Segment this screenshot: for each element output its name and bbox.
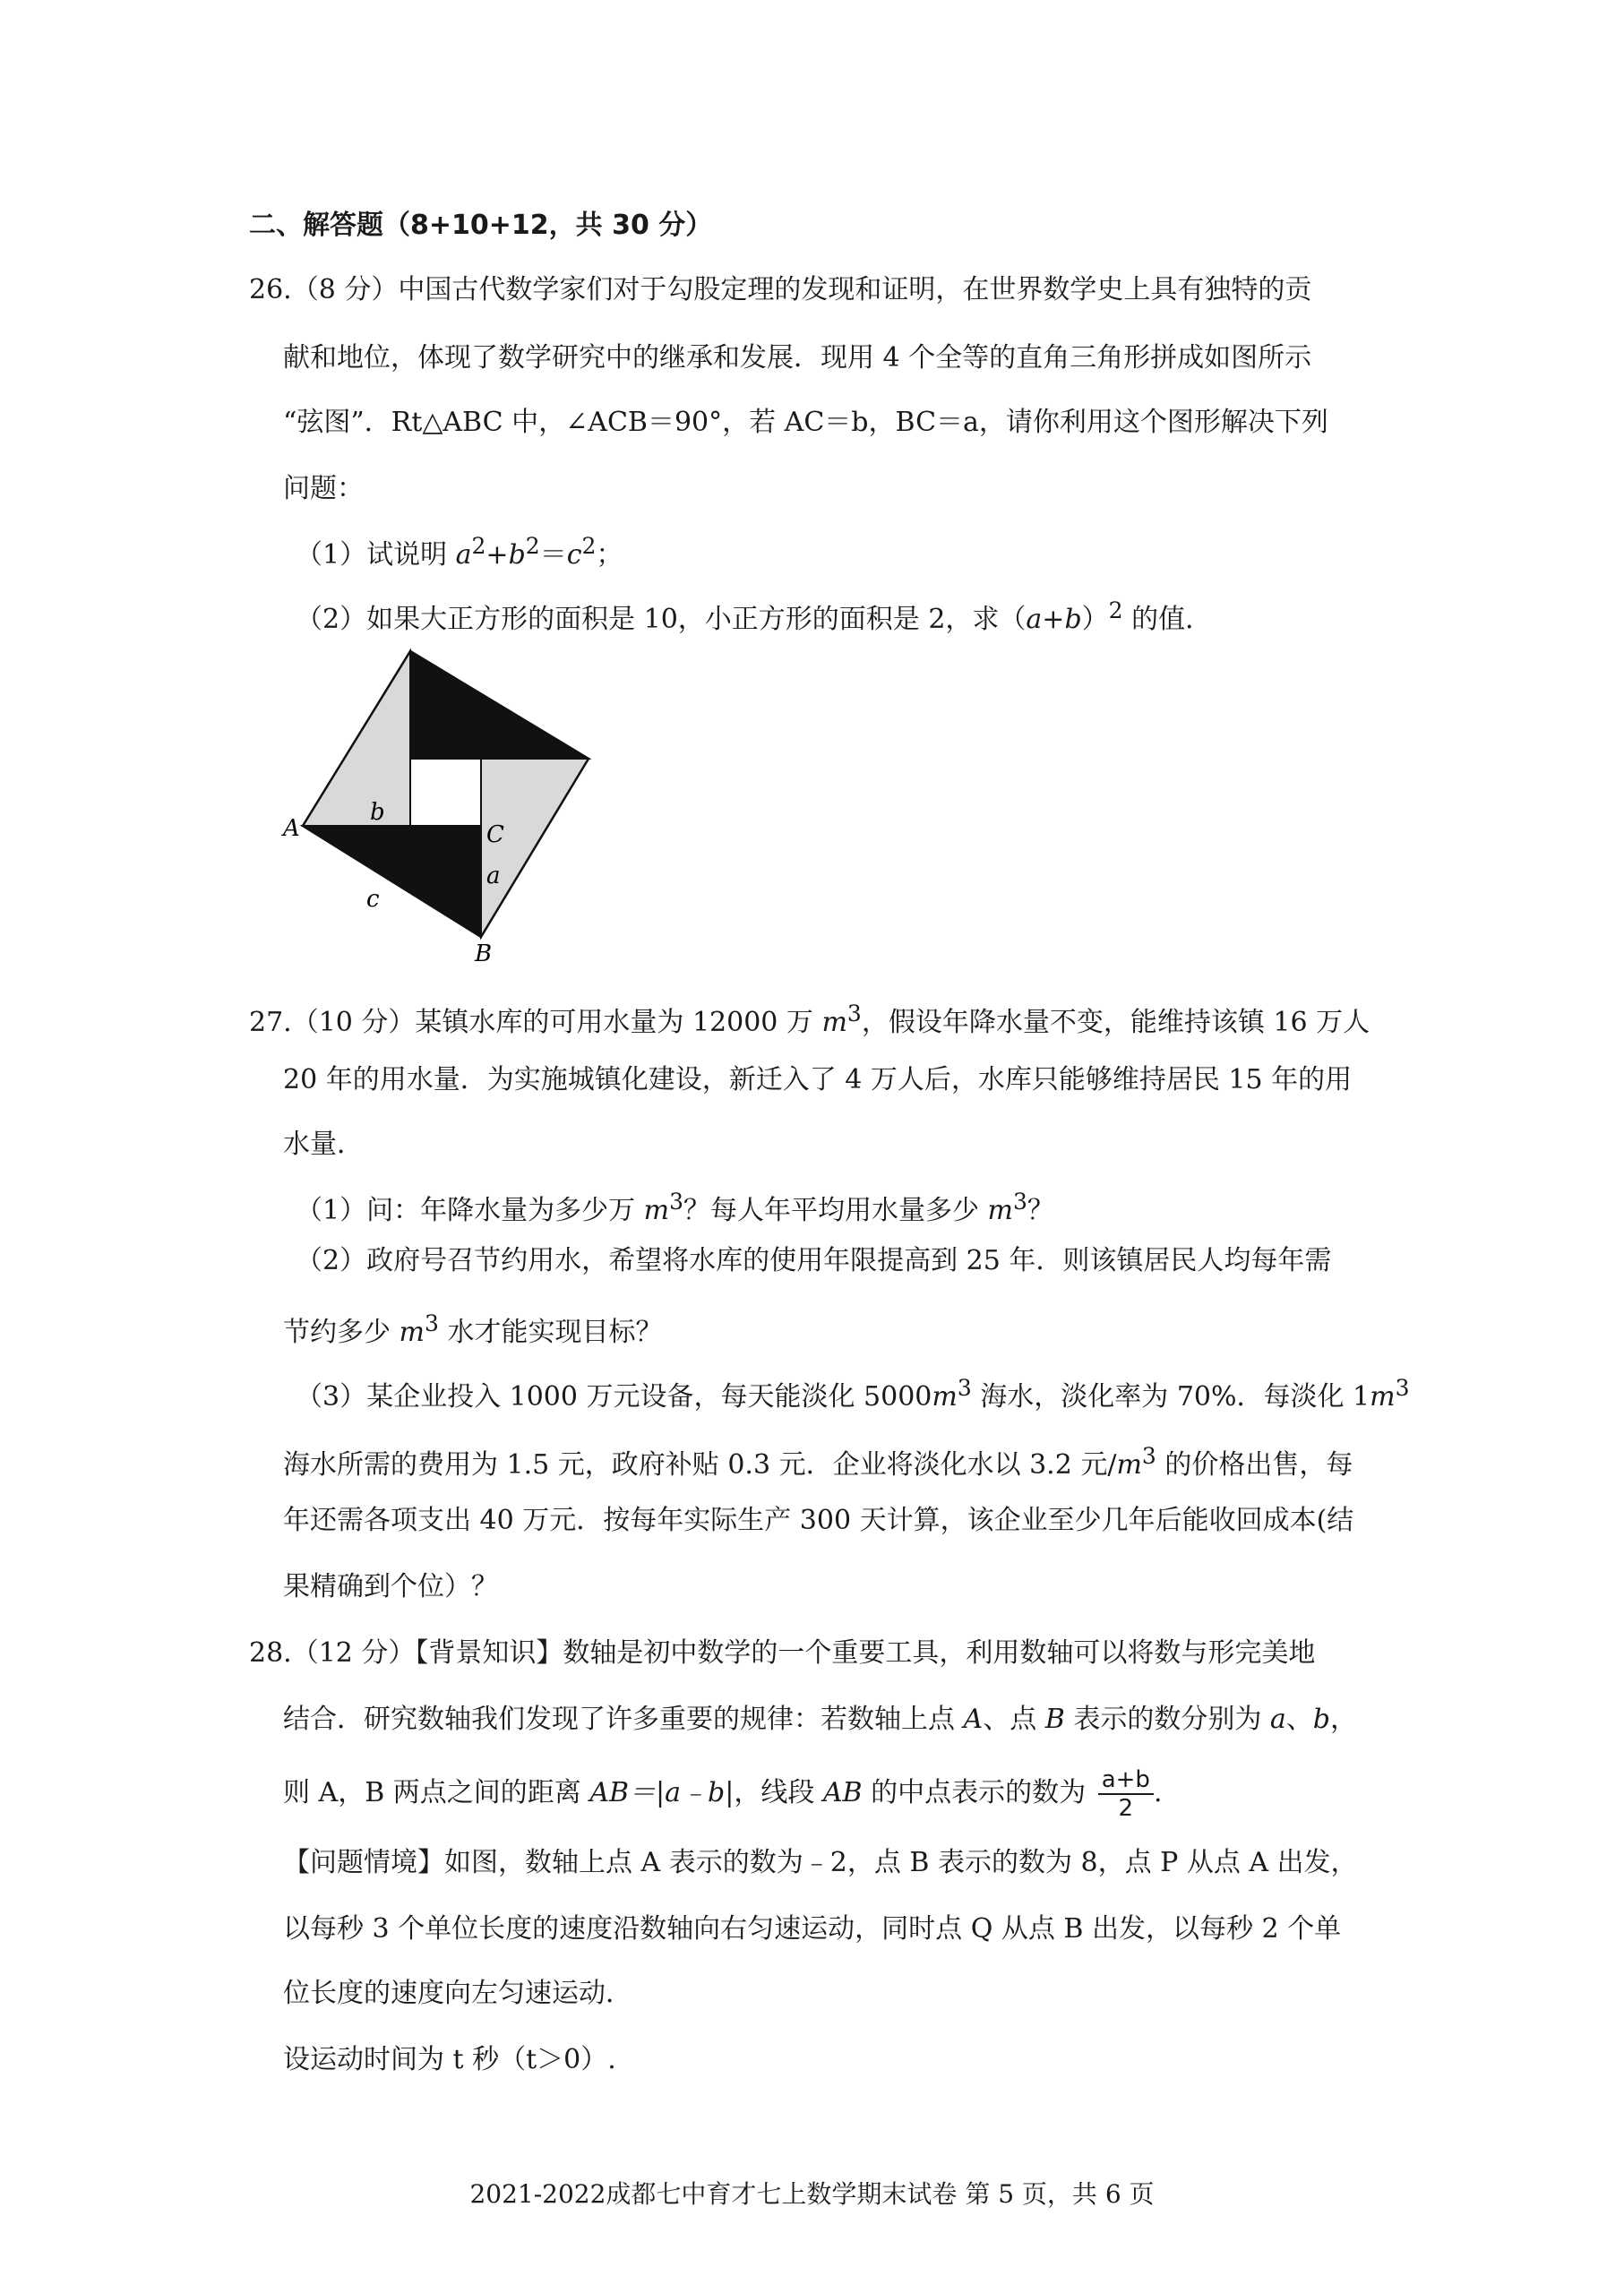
q28-line-3: 则 A，B 两点之间的距离 AB＝|a﹣b|，线段 AB 的中点表示的数为 $\frac{a+b}{2}$ .	[283, 1766, 1163, 1822]
section-heading: 二、解答题（8+10+12，共 30 分）	[249, 210, 713, 241]
xian-tu-figure	[278, 640, 609, 972]
q28-problem-line-1: 【问题情境】如图，数轴上点 A 表示的数为﹣2，点 B 表示的数为 8，点 P 从点 A 出发，	[283, 1847, 1358, 1878]
q27-part-3-line-1: （3）某企业投入 1000 万元设备，每天能淡化 $5000m^3$ 海水，淡化率为 70%．每淡化 $1m^3$	[296, 1375, 1410, 1413]
label-A: A	[283, 815, 300, 842]
midpoint-fraction: $\frac{a+b}{2}$	[1098, 1766, 1154, 1822]
q28-problem-line-2: 以每秒 3 个单位长度的速度沿数轴向右匀速运动，同时点 Q 从点 B 出发，以每秒 2 个单	[283, 1913, 1342, 1945]
q28-problem-line-3: 位长度的速度向左匀速运动．	[283, 1978, 632, 2009]
q26-line-2: 献和地位，体现了数学研究中的继承和发展．现用 4 个全等的直角三角形拼成如图所示	[283, 342, 1312, 374]
inner-square	[410, 759, 481, 826]
q28-line-1: 28.（12 分）【背景知识】数轴是初中数学的一个重要工具，利用数轴可以将数与形完美地	[249, 1637, 1316, 1669]
q27-part-3-line-3: 年还需各项支出 40 万元．按每年实际生产 300 天计算，该企业至少几年后能收回成本(结	[283, 1505, 1354, 1536]
q27-part-2-line-1: （2）政府号召节约用水，希望将水库的使用年限提高到 25 年．则该镇居民人均每年需	[296, 1245, 1332, 1276]
q26-part-1-text: （1）试说明	[296, 539, 456, 571]
page-footer: 2021-2022成都七中育才七上数学期末试卷 第 5 页，共 6 页	[469, 2179, 1155, 2209]
q26-part-2: （2）如果大正方形的面积是 10，小正方形的面积是 2，求$(a+b)^2$ 的值．	[296, 597, 1213, 635]
q27-part-3-line-2: 海水所需的费用为 1.5 元，政府补贴 0.3 元．企业将淡化水以 3.2 元$/m^3$ 的价格出售，每	[283, 1443, 1353, 1481]
q28-problem-line-4: 设运动时间为 t 秒（t＞0）.	[283, 2044, 616, 2075]
q27-line-3: 水量．	[283, 1129, 364, 1160]
label-b: b	[370, 799, 385, 826]
q27-part-1: （1）问：年降水量为多少万 $m^3$？每人年平均用水量多少 $m^3$？	[296, 1189, 1054, 1226]
q27-part-3-line-4: 果精确到个位）？	[283, 1571, 498, 1602]
label-B: B	[475, 940, 493, 967]
label-a: a	[486, 863, 501, 889]
q28-line-2: 结合．研究数轴我们发现了许多重要的规律：若数轴上点 A、点 B 表示的数分别为 a、b，	[283, 1704, 1357, 1735]
q26-line-3: “弦图”．Rt△ABC 中，∠ACB＝90°，若 AC＝b，BC＝a，请你利用这个图形解决下列	[283, 407, 1328, 438]
label-C: C	[486, 821, 504, 848]
q27-line-2: 20 年的用水量．为实施城镇化建设，新迁入了 4 万人后，水库只能够维持居民 15 年的用	[283, 1064, 1353, 1095]
label-c: c	[366, 886, 380, 913]
q26-part-1: （1）试说明 $a^2+b^2=c^2$；	[296, 533, 623, 571]
q26-line-4: 问题：	[283, 473, 364, 504]
q26-line-1: 26.（8 分）中国古代数学家们对于勾股定理的发现和证明，在世界数学史上具有独特的贡	[249, 274, 1312, 305]
q27-part-2-line-2: 节约多少 $m^3$ 水才能实现目标？	[283, 1310, 663, 1348]
q27-line-1: 27.（10 分）某镇水库的可用水量为 12000 万 $m^3$，假设年降水量不变，能维持该镇 16 万人	[249, 1001, 1371, 1038]
